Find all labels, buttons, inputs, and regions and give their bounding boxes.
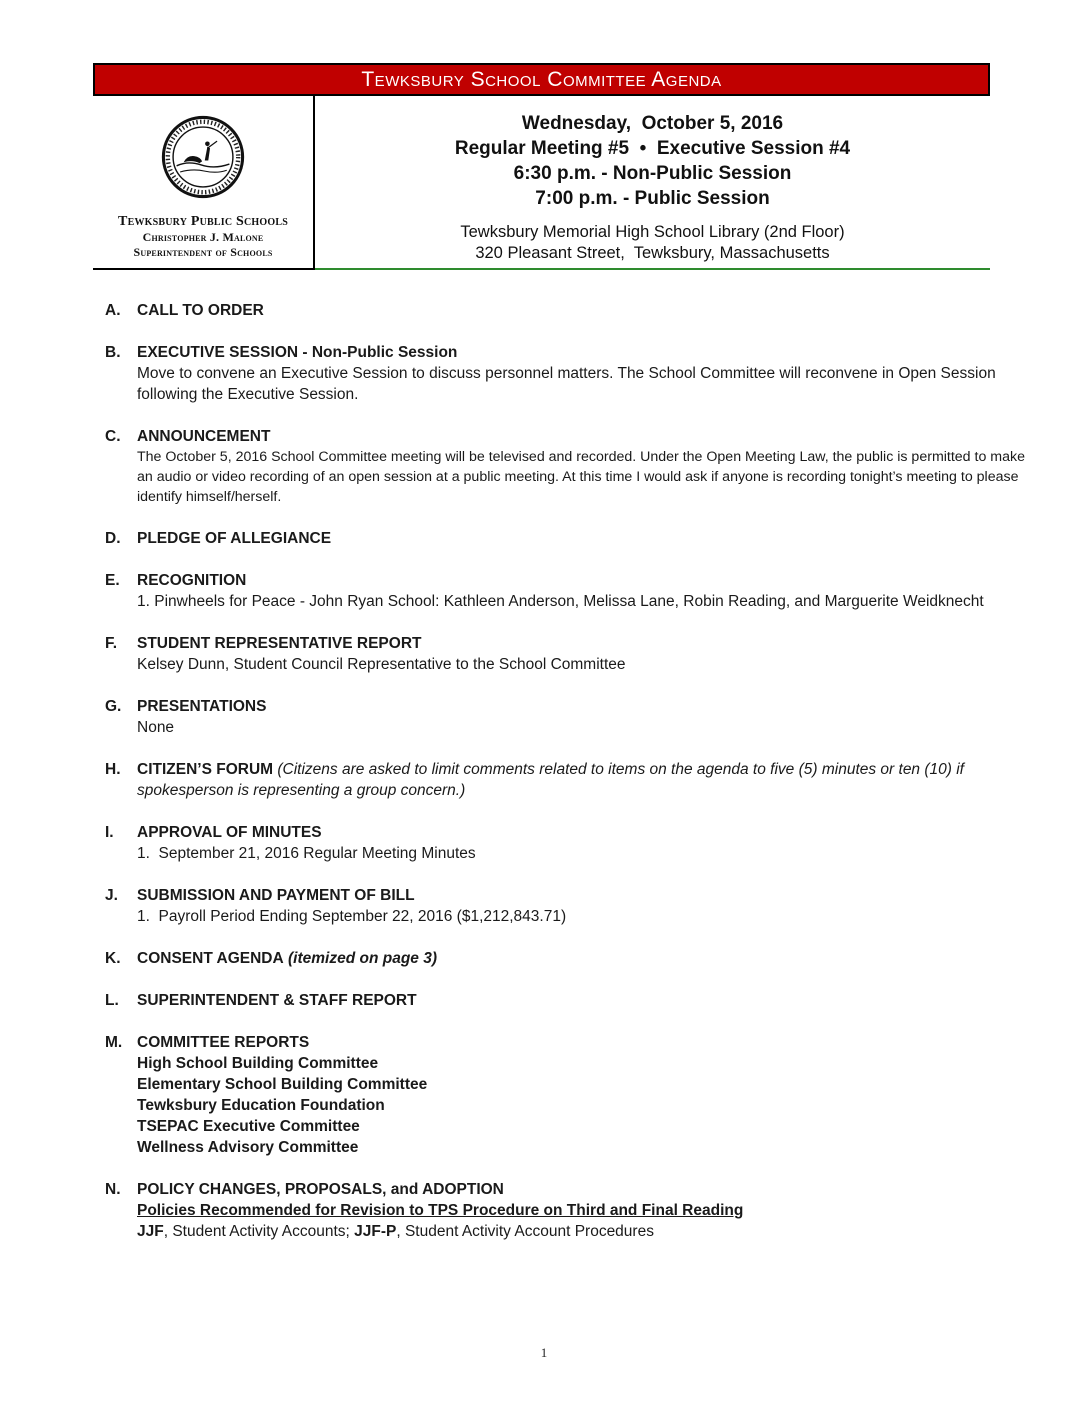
superintendent-name: Christopher J. Malone (142, 230, 264, 244)
agenda-letter: B. (105, 344, 121, 361)
agenda-body: The October 5, 2016 School Committee meeting will be televised and recorded. Under the Open Meeting Law, the public is permitted to make an audio or video recording of an open session at a public meeting. At this time I would ask if anyone is recording tonight’s meeting to please identify himself/herself. (137, 449, 1025, 505)
agenda-list (93, 300, 1038, 1263)
agenda-item-consent-agenda (93, 948, 1038, 969)
agenda-item-pledge (93, 528, 1038, 549)
policy-code-desc: , Student Activity Account Procedures (396, 1223, 654, 1240)
org-name: Tewksbury Public Schools (118, 214, 288, 229)
agenda-letter: K. (105, 950, 121, 967)
agenda-title: CITIZEN’S FORUM (137, 761, 274, 778)
org-panel (93, 96, 315, 270)
agenda-title: PLEDGE OF ALLEGIANCE (137, 530, 332, 547)
policy-code: JJF (137, 1223, 164, 1240)
agenda-item-superintendent-staff-report (93, 990, 1038, 1011)
agenda-letter: F. (105, 635, 118, 652)
agenda-title: CALL TO ORDER (137, 302, 264, 319)
district-seal-icon (159, 113, 247, 201)
agenda-letter: M. (105, 1034, 123, 1051)
agenda-note-bold-italic: (itemized on page 3) (288, 950, 437, 967)
agenda-title: RECOGNITION (137, 572, 247, 589)
agenda-item-student-rep-report (93, 633, 1038, 675)
agenda-body: Kelsey Dunn, Student Council Representative to the School Committee (137, 656, 626, 673)
agenda-letter: N. (105, 1181, 121, 1198)
agenda-title: COMMITTEE REPORTS (137, 1034, 310, 1051)
agenda-item-policy-changes (93, 1179, 1038, 1242)
committee-line: Tewksbury Education Foundation (137, 1097, 385, 1114)
policy-code: JJF-P (354, 1223, 397, 1240)
agenda-numbered-item: 1. Pinwheels for Peace - John Ryan School: Kathleen Anderson, Melissa Lane, Robin Reading, and Marguerite Weidknecht (137, 593, 984, 610)
agenda-item-submission-payment-bill (93, 885, 1038, 927)
policy-detail-line (137, 1221, 1038, 1242)
agenda-title: ANNOUNCEMENT (137, 428, 271, 445)
agenda-body: Move to convene an Executive Session to discuss personnel matters. The School Committee will reconvene in Open Session following the Executive Session. (137, 365, 996, 403)
meeting-info-panel (315, 96, 990, 270)
agenda-letter: I. (105, 824, 114, 841)
superintendent-title: Superintendent of Schools (133, 245, 273, 259)
meeting-time-public: 7:00 p.m. - Public Session (535, 188, 770, 209)
agenda-letter: G. (105, 698, 122, 715)
meeting-address: 320 Pleasant Street, Tewksbury, Massachusetts (475, 244, 830, 262)
committee-line: TSEPAC Executive Committee (137, 1118, 360, 1135)
agenda-title-with-note (137, 948, 1038, 969)
meeting-time-nonpublic: 6:30 p.m. - Non-Public Session (513, 163, 792, 184)
banner-title: Tewksbury School Committee Agenda (361, 68, 722, 91)
agenda-title: APPROVAL OF MINUTES (137, 824, 322, 841)
agenda-numbered-item: 1. Payroll Period Ending September 22, 2016 ($1,212,843.71) (137, 908, 567, 925)
meeting-location: Tewksbury Memorial High School Library (2nd Floor) (460, 223, 845, 241)
agenda-item-executive-session (93, 342, 1038, 405)
page-number: 1 (540, 1345, 548, 1360)
agenda-letter: E. (105, 572, 120, 589)
policy-reading-heading: Policies Recommended for Revision to TPS Procedure on Third and Final Reading (137, 1202, 744, 1219)
agenda-title: STUDENT REPRESENTATIVE REPORT (137, 635, 422, 652)
agenda-letter: H. (105, 761, 121, 778)
agenda-item-call-to-order (93, 300, 1038, 321)
agenda-title: PRESENTATIONS (137, 698, 267, 715)
agenda-item-presentations (93, 696, 1038, 738)
committee-line: Wellness Advisory Committee (137, 1139, 359, 1156)
agenda-note-italic: (Citizens are asked to limit comments related to items on the agenda to five (5) minutes or ten (10) if spokesperson is representing a group concern.) (137, 761, 964, 799)
policy-code-desc: , Student Activity Accounts; (163, 1223, 355, 1240)
agenda-letter: J. (105, 887, 118, 904)
agenda-title: SUBMISSION AND PAYMENT OF BILL (137, 887, 415, 904)
agenda-numbered-item: 1. September 21, 2016 Regular Meeting Minutes (137, 845, 476, 862)
masthead (93, 63, 990, 270)
agenda-item-committee-reports (93, 1032, 1038, 1158)
agenda-letter: C. (105, 428, 121, 445)
agenda-letter: D. (105, 530, 121, 547)
agenda-item-recognition (93, 570, 1038, 612)
agenda-title: POLICY CHANGES, PROPOSALS, and ADOPTION (137, 1181, 504, 1198)
org-block (93, 213, 313, 260)
agenda-title-with-note (137, 759, 1038, 801)
agenda-item-announcement (93, 426, 1038, 507)
meeting-session-line: Regular Meeting #5 • Executive Session #4 (454, 138, 851, 159)
committee-line: Elementary School Building Committee (137, 1076, 428, 1093)
committee-line: High School Building Committee (137, 1055, 379, 1072)
agenda-letter: L. (105, 992, 119, 1009)
agenda-title: CONSENT AGENDA (137, 950, 284, 967)
meeting-date: Wednesday, October 5, 2016 (521, 113, 784, 134)
agenda-title: SUPERINTENDENT & STAFF REPORT (137, 992, 417, 1009)
banner (93, 63, 990, 96)
agenda-letter: A. (105, 302, 121, 319)
agenda-item-citizens-forum (93, 759, 1038, 801)
agenda-title: EXECUTIVE SESSION - Non-Public Session (137, 344, 458, 361)
agenda-body: None (137, 719, 175, 736)
agenda-item-approval-of-minutes (93, 822, 1038, 864)
